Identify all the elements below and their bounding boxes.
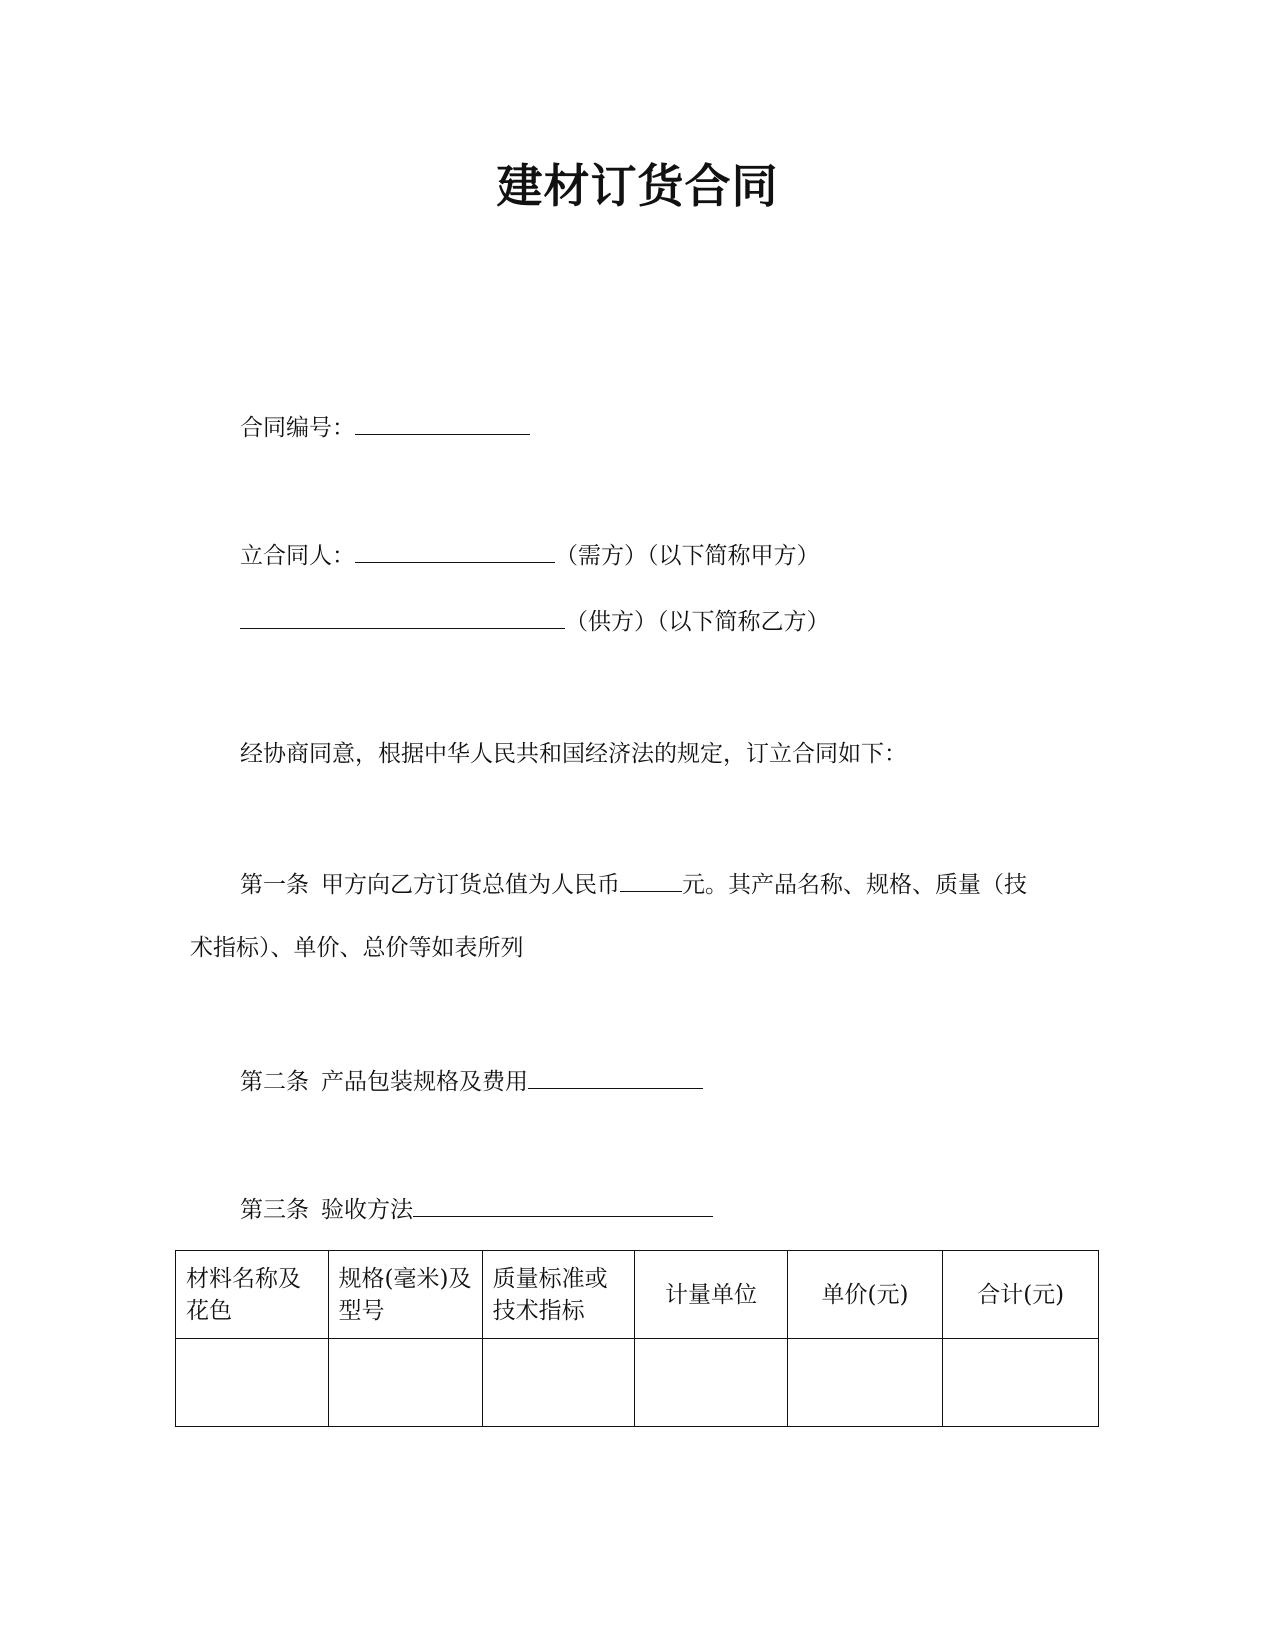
header-material-name: 材料名称及花色 [176, 1251, 329, 1339]
buyer-suffix: （需方）（以下简称甲方） [555, 543, 820, 569]
seller-suffix: （供方）（以下简称乙方） [565, 609, 830, 635]
header-unit: 计量单位 [635, 1251, 788, 1339]
seller-party-line [240, 606, 830, 637]
table-row [176, 1339, 1099, 1427]
header-total: 合计(元) [943, 1251, 1099, 1339]
table-cell[interactable] [787, 1339, 943, 1427]
article-1-text-before: 甲方向乙方订货总值为人民币 [321, 872, 620, 898]
contract-number-line [240, 412, 530, 443]
acceptance-method-blank[interactable] [413, 1194, 713, 1217]
buyer-party-line [240, 540, 820, 571]
document-title: 建材订货合同 [496, 159, 779, 213]
packaging-blank[interactable] [528, 1066, 703, 1089]
article-2-text: 产品包装规格及费用 [321, 1069, 528, 1095]
table-header-row [176, 1251, 1099, 1339]
table-cell[interactable] [943, 1339, 1099, 1427]
table-cell[interactable] [635, 1339, 788, 1427]
table-cell[interactable] [482, 1339, 635, 1427]
article-1-line-1 [240, 869, 1027, 900]
buyer-name-blank[interactable] [355, 540, 555, 563]
table-cell[interactable] [328, 1339, 482, 1427]
preamble: 经协商同意，根据中华人民共和国经济法的规定，订立合同如下： [240, 741, 907, 767]
article-1-heading: 第一条 [240, 872, 309, 898]
table-cell[interactable] [176, 1339, 329, 1427]
article-3-heading: 第三条 [240, 1197, 309, 1223]
header-unit-price: 单价(元) [787, 1251, 943, 1339]
goods-table [175, 1250, 1099, 1427]
contract-number-label: 合同编号： [240, 415, 355, 441]
article-1-text-after: 元。其产品名称、规格、质量（技 [682, 872, 1027, 898]
contract-number-blank[interactable] [355, 412, 530, 435]
total-amount-blank[interactable] [620, 869, 682, 892]
parties-label: 立合同人： [240, 543, 355, 569]
article-2-heading: 第二条 [240, 1069, 309, 1095]
article-1-line-2: 术指标）、单价、总价等如表所列 [190, 935, 524, 961]
article-2-line [240, 1066, 703, 1097]
seller-name-blank[interactable] [240, 606, 565, 629]
header-quality-standard: 质量标准或技术指标 [482, 1251, 635, 1339]
article-3-line [240, 1194, 713, 1225]
header-specification: 规格(毫米)及型号 [328, 1251, 482, 1339]
article-3-text: 验收方法 [321, 1197, 413, 1223]
